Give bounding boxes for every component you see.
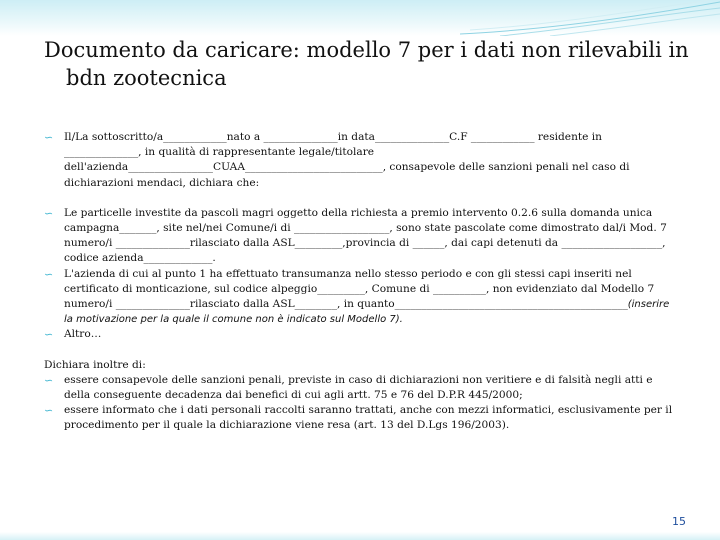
bottom-decorative-band xyxy=(0,532,720,540)
bullet-icon: ∽ xyxy=(44,373,54,387)
list-item-parcels xyxy=(44,206,674,267)
penalties-text: essere consapevole delle sanzioni penali, previste in caso di dichiarazioni non veritiere e di falsità negli atti e della conseguente decadenza dai benefici di cui agli artt. 75 e 76 del D.P.R 445/2000; xyxy=(64,373,653,402)
top-decorative-band xyxy=(0,0,720,36)
slide-title xyxy=(44,36,694,92)
page-number: 15 xyxy=(672,515,686,528)
bullet-icon: ∽ xyxy=(44,206,54,220)
bullet-icon: ∽ xyxy=(44,404,54,418)
list-item-penalties xyxy=(44,373,674,403)
document-body xyxy=(44,130,674,434)
bullet-icon: ∽ xyxy=(44,267,54,281)
list-item-declarant xyxy=(44,130,674,191)
transhumance-text: L'azienda di cui al punto 1 ha effettuato transumanza nello stesso periodo e con gli stessi capi inseriti nel certificato di monticazione, sul codice alpeggio_________, Comune di __________, non evidenziato dal Modello 7 numero/i ______________rilasciato dalla ASL________, in quanto____________________________________________ xyxy=(64,267,655,311)
declarant-text: Il/La sottoscritto/a____________nato a ______________in data______________C.F ____________ residente in ______________, in qualità di rappresentante legale/titolare dell'azienda________________CUAA__________________________, consapevole delle sanzioni penali nel caso di dichiarazioni mendaci, dichiara che: xyxy=(64,131,630,189)
list-item-transhumance xyxy=(44,267,674,328)
list-item-privacy xyxy=(44,403,674,433)
bullet-icon: ∽ xyxy=(44,328,54,342)
bullet-icon: ∽ xyxy=(44,131,54,144)
privacy-text: essere informato che i dati personali raccolti saranno trattati, anche con mezzi informatici, esclusivamente per il procedimento per il quale la dichiarazione viene resa (art. 13 del D.Lgs 196/2003). xyxy=(64,404,673,432)
title-line-1: Documento da caricare: modello 7 per i dati non rilevabili in xyxy=(44,38,689,62)
declares-heading: Dichiara inoltre di: xyxy=(44,358,146,371)
transhumance-italic-note: (inserire la motivazione per la quale il comune non è indicato sul Modello 7). xyxy=(64,299,670,326)
wave-lines-decoration xyxy=(460,0,720,36)
parcels-text: Le particelle investite da pascoli magri oggetto della richiesta a premio intervento 0.2.6 sulla domanda unica campagna_______, site nel/nei Comune/i di __________________, sono state pascolate come dimostrato dal/i Mod. 7 numero/i ______________rilasciato dalla ASL_________,provincia di ______, dai capi detenuti da ___________________, codice azienda_____________. xyxy=(64,206,667,265)
other-text: Altro… xyxy=(64,328,102,341)
title-line-2: bdn zootecnica xyxy=(66,66,227,90)
list-item-other xyxy=(44,327,674,342)
